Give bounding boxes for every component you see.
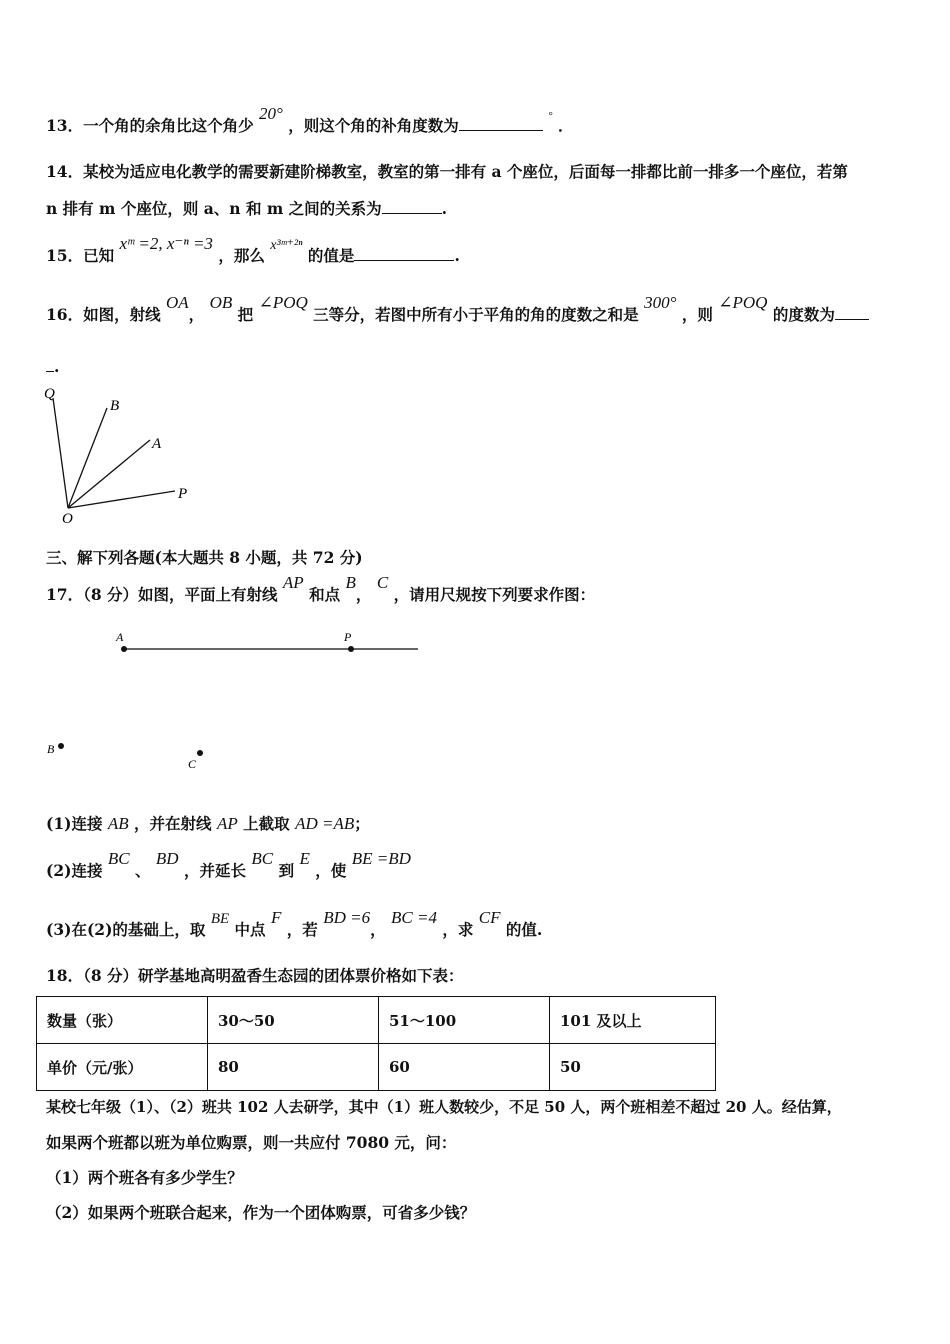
q13-number: 13．: [46, 116, 84, 135]
q17-mid: 和点: [309, 585, 341, 604]
table-cell: 单价（元/张）: [37, 1044, 208, 1091]
s3-text-d: ，: [370, 920, 386, 939]
ray-oa: [68, 440, 150, 508]
q18-subquestion-1: （1）两个班各有多少学生？: [46, 1168, 243, 1187]
question-15: [46, 234, 460, 268]
q13-angle: 20°: [259, 104, 283, 123]
s2-equation: BE =BD: [351, 849, 411, 868]
s1-ap: AP: [216, 814, 238, 833]
point-c: [197, 750, 203, 756]
q16-ray-oa: OA: [165, 293, 189, 312]
q15-expression-1: xᵐ =2, x⁻ⁿ =3: [119, 234, 213, 253]
question-17: [46, 573, 596, 605]
s2-text-c: ，并延长: [184, 861, 247, 880]
point-p: [348, 646, 354, 652]
q13-text: 一个角的余角比这个角少: [83, 116, 254, 135]
s1-text-b: ，并在射线: [134, 814, 212, 833]
label-p: P: [344, 630, 352, 644]
section-3-title: 三、解下列各题(本大题共 8 小题，共 72 分): [46, 548, 363, 567]
ray-oq: [53, 398, 68, 508]
table-cell: 101 及以上: [550, 997, 716, 1044]
s2-bc-2: BC: [251, 849, 274, 868]
q16-sum: 300°: [644, 293, 677, 312]
q15-text-b: 的值是: [307, 246, 355, 265]
q16-text-ba: 把: [237, 305, 254, 324]
q16-angle-2: ∠POQ: [718, 293, 768, 312]
q16-end: .: [54, 357, 60, 376]
table-cell: 30～50: [208, 997, 379, 1044]
s3-text-a: (3)在(2)的基础上，取: [46, 920, 206, 939]
q16-blank: [835, 305, 869, 320]
q17-head: 17．（8 分）如图，平面上有射线: [46, 585, 278, 604]
q16-text-1: 三等分，若图中所有小于平角的角的度数之和是: [313, 305, 639, 324]
s2-e: E: [299, 849, 310, 868]
ray-ob: [68, 408, 107, 508]
q14-text: n 排有 m 个座位，则 a、n 和 m 之间的关系为: [46, 199, 382, 218]
s3-cf: CF: [478, 908, 501, 927]
table-cell: 80: [208, 1044, 379, 1091]
q15-text: ，那么: [218, 246, 265, 265]
q17-point-c: C: [376, 573, 389, 592]
q13-degree: °: [548, 110, 553, 122]
s3-text-e: ，求: [442, 920, 474, 939]
q13-text-b: ，则这个角的补角度数为: [288, 116, 459, 135]
q16-angle-1: ∠POQ: [258, 293, 308, 312]
question-18-head: 18．（8 分）研学基地高明盈香生态园的团体票价格如下表：: [46, 966, 464, 985]
q16-number: 16．如图，射线: [46, 305, 161, 324]
question-16: [46, 293, 869, 325]
q13-end: ．: [557, 116, 574, 135]
q18-subquestion-2: （2）如果两个班联合起来，作为一个团体购票，可省多少钱？: [46, 1203, 476, 1222]
s2-bc: BC: [107, 849, 130, 868]
q15-number: 15．已知: [46, 246, 115, 265]
q16-text-2: 的度数为: [772, 305, 835, 324]
q17-tail: ，请用尺规按下列要求作图：: [393, 585, 596, 604]
q16-sep: ，: [188, 305, 205, 324]
q17-comma: ，: [355, 585, 372, 604]
question-14-line2: [46, 199, 447, 219]
question-13: [46, 104, 574, 138]
s1-ab: AB: [107, 814, 129, 833]
s2-bd: BD: [155, 849, 179, 868]
q16-blank-cont: [46, 357, 54, 372]
s3-bc-eq: BC =4: [391, 908, 437, 927]
price-table: [36, 996, 716, 1091]
s2-text-b: 、: [135, 861, 151, 880]
table-cell: 60: [379, 1044, 550, 1091]
q14-blank: [382, 199, 442, 214]
s1-text-a: (1)连接: [46, 814, 103, 833]
label-a: A: [116, 630, 124, 644]
q17-step-2: [46, 849, 411, 881]
q16-continuation: [46, 357, 59, 377]
q13-blank: [459, 116, 543, 131]
table-row: [37, 1044, 716, 1091]
s3-bd-eq: BD =6: [323, 908, 371, 927]
point-a: [121, 646, 127, 652]
q16-figure: [40, 378, 210, 528]
q15-expression-2: x³ᵐ⁺²ⁿ: [270, 238, 303, 253]
s3-text-g: 的值.: [505, 920, 543, 939]
s3-be: BE: [210, 911, 230, 927]
q18-paragraph-1: 某校七年级（1）、（2）班共 102 人去研学，其中（1）班人数较少，不足 50 人，两个班相差不超过 20 人。经估算，: [46, 1098, 842, 1116]
ray-op: [68, 491, 175, 508]
q18-paragraph-2: 如果两个班都以班为单位购票，则一共应付 7080 元，问：: [46, 1133, 457, 1152]
q15-blank: [354, 246, 454, 261]
s3-text-b: 中点: [234, 920, 266, 939]
q17-point-b: B: [345, 573, 356, 592]
s2-text-a: (2)连接: [46, 861, 103, 880]
question-14-line1: 14．某校为适应电化教学的需要新建阶梯教室，教室的第一排有 a 个座位，后面每一排都比前一排多一个座位，若第: [46, 162, 848, 181]
point-b: [58, 743, 64, 749]
label-c: C: [188, 757, 197, 771]
s1-equation: AD =AB: [295, 814, 355, 833]
label-b: B: [47, 742, 55, 756]
q16-text-ze: ，则: [681, 305, 713, 324]
s2-text-d: 到: [278, 861, 295, 880]
label-p: P: [178, 486, 188, 502]
label-q: Q: [44, 386, 55, 402]
q14-end: .: [441, 199, 448, 218]
s3-f: F: [270, 908, 282, 927]
s1-text-d: ；: [354, 814, 370, 833]
label-a: A: [152, 436, 162, 452]
q15-end: .: [454, 246, 460, 265]
q17-step-1: [46, 814, 370, 834]
label-o: O: [62, 511, 73, 527]
q17-step-3: [46, 908, 543, 941]
q17-ray: AP: [282, 573, 304, 592]
s2-text-f: ，使: [315, 861, 347, 880]
s1-text-c: 上截取: [243, 814, 290, 833]
table-cell: 数量（张）: [37, 997, 208, 1044]
table-cell: 51～100: [379, 997, 550, 1044]
q16-ray-ob: OB: [209, 293, 233, 312]
table-cell: 50: [550, 1044, 716, 1091]
s3-text-c: ，若: [286, 920, 318, 939]
q17-figure: [40, 625, 440, 780]
label-b: B: [110, 398, 120, 414]
table-row: [37, 997, 716, 1044]
